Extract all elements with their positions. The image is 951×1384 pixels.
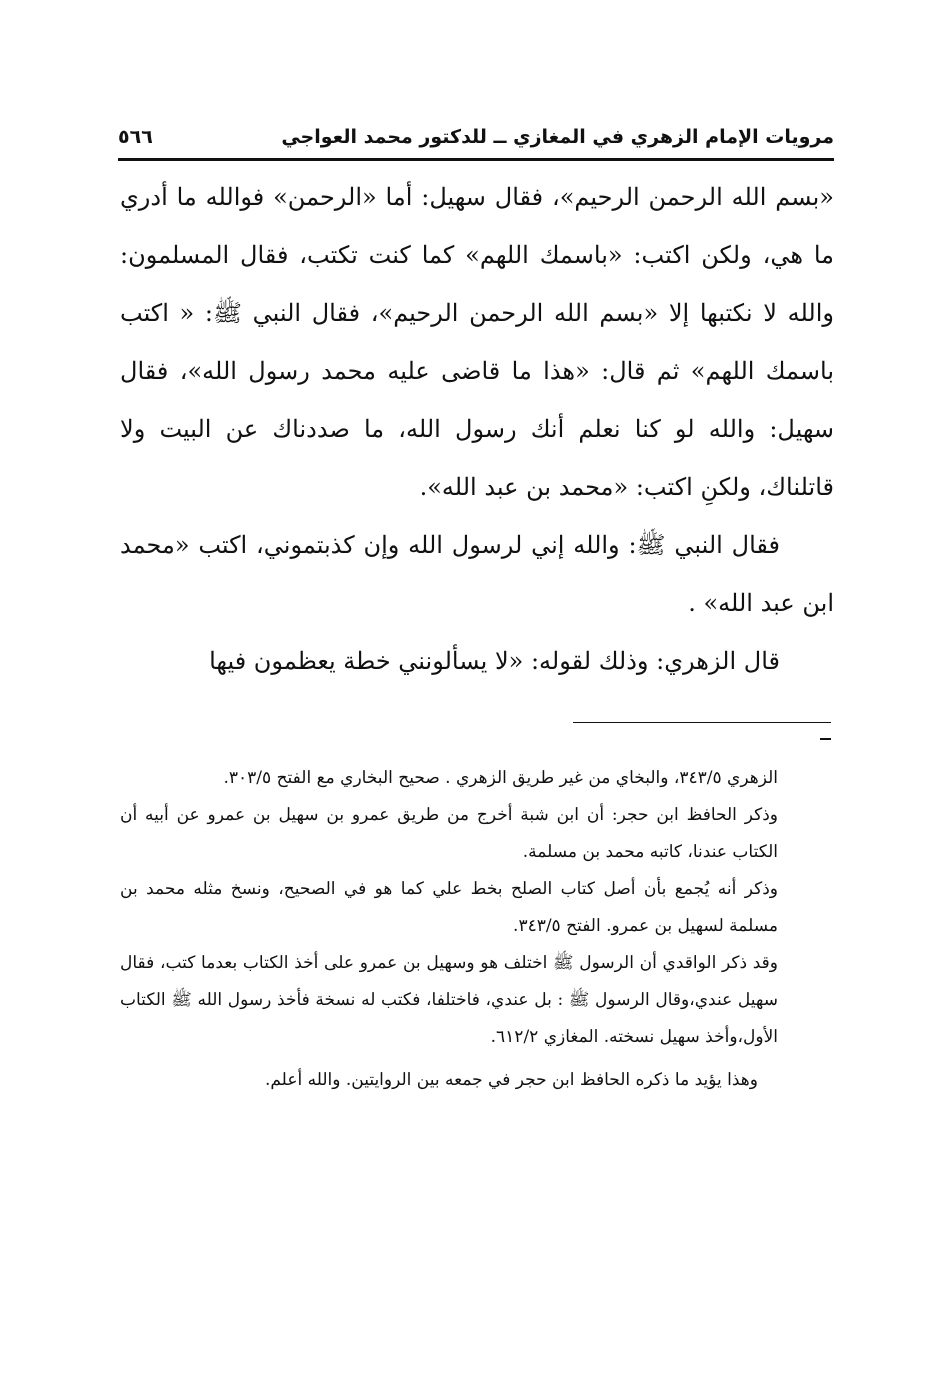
footnote-paragraph: وذكر أنه يُجمع بأن أصل كتاب الصلح بخط علي كما هو في الصحيح، ونسخ مثله محمد بن مسلمة لسهيل بن عمرو. الفتح ٣٤٣/٥. — [120, 879, 778, 936]
footnote-paragraph: الزهري ٣٤٣/٥، والبخاي من غير طريق الزهري . صحيح البخاري مع الفتح ٣٠٣/٥. — [223, 768, 778, 788]
page-number: ٥٦٦ — [118, 126, 153, 148]
footnote-paragraph: وقد ذكر الواقدي أن الرسول ﷺ اختلف هو وسهيل بن عمرو على أخذ الكتاب بعدما كتب، فقال سهيل عندي،وقال الرسول ﷺ : بل عندي، فاختلفا، فكتب له نسخة فأخذ رسول الله ﷺ الكتاب الأول،وأخذ سهيل نسخته. المغازي ٦١٢/٢. — [120, 953, 778, 1047]
footnote-paragraph: وذكر الحافظ ابن حجر: أن ابن شبة أخرج من طريق عمرو بن سهيل بن عمرو عن أبيه أن الكتاب عندنا، كاتبه محمد بن مسلمة. — [120, 805, 778, 862]
footnotes — [120, 760, 778, 1099]
footnote-paragraph: وهذا يؤيد ما ذكره الحافظ ابن حجر في جمعه بين الروايتين. والله أعلم. — [264, 1070, 758, 1090]
main-paragraph: قال الزهري: وذلك لقوله: «لا يسألونني خطة يعظمون فيها — [209, 647, 780, 675]
running-header — [118, 126, 834, 156]
main-text — [120, 168, 834, 690]
footnote-continuation-mark — [820, 738, 831, 740]
main-paragraph: فقال النبي ﷺ: والله إني لرسول الله وإن كذبتموني، اكتب «محمد ابن عبد الله» . — [120, 531, 834, 617]
running-title: مرويات الإمام الزهري في المغازي ــ للدكتور محمد العواجي — [281, 126, 834, 148]
footnote-separator — [573, 722, 831, 723]
header-rule — [118, 158, 834, 161]
main-paragraph: «بسم الله الرحمن الرحيم»، فقال سهيل: أما «الرحمن» فوالله ما أدري ما هي، ولكن اكتب: «باسمك اللهم» كما كنت تكتب، فقال المسلمون: والله لا نكتبها إلا «بسم الله الرحمن الرحيم»، فقال النبي ﷺ: « اكتب باسمك اللهم» ثم قال: «هذا ما قاضى عليه محمد رسول الله»، فقال سهيل: والله لو كنا نعلم أنك رسول الله، ما صددناك عن البيت ولا قاتلناك، ولكنِ اكتب: «محمد بن عبد الله». — [120, 183, 835, 501]
